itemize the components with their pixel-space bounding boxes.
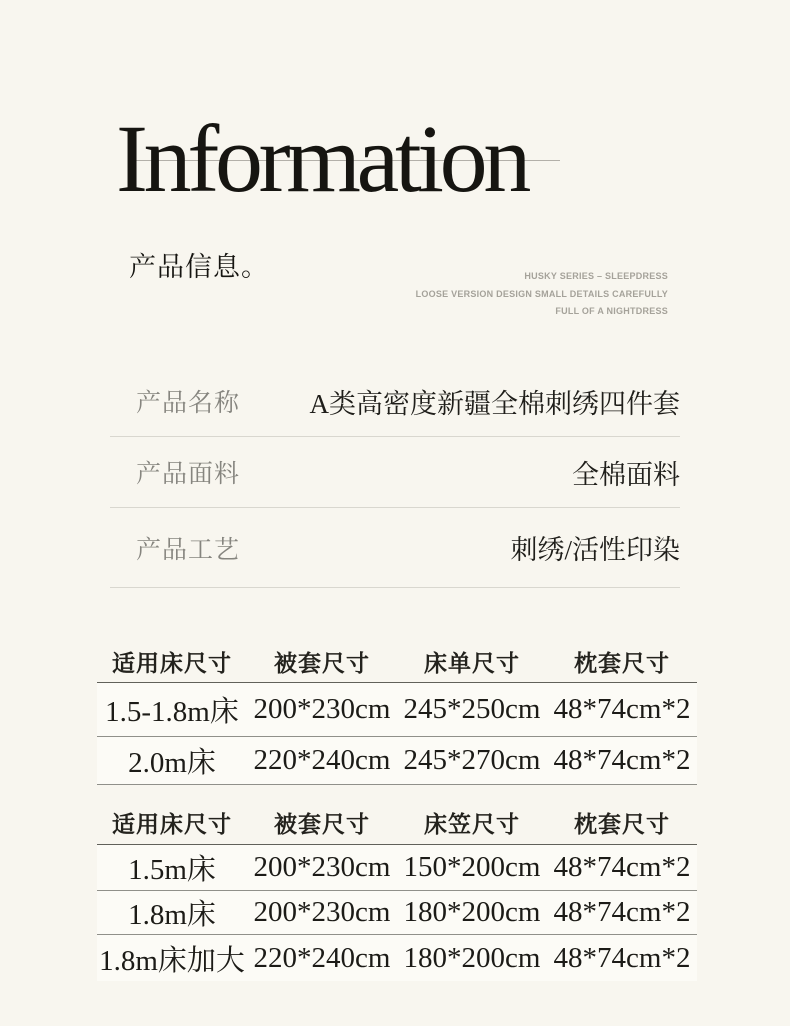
size-table-cell: 200*230cm xyxy=(253,851,391,883)
size-table-cell: 1.8m床 xyxy=(128,899,216,931)
size-table-cell: 1.5-1.8m床 xyxy=(105,696,239,728)
size-table-cell: 200*230cm xyxy=(253,896,391,928)
size-table-header-cell: 适用床尺寸 xyxy=(112,811,232,837)
size-table-cell: 48*74cm*2 xyxy=(553,941,691,974)
size-table-cell: 48*74cm*2 xyxy=(553,851,691,883)
info-label: 产品面料 xyxy=(136,461,241,488)
tagline-line: HUSKY SERIES – SLEEPDRESS xyxy=(524,271,668,281)
size-table-row xyxy=(97,891,697,935)
size-table-header-row xyxy=(97,640,697,683)
size-table-cell: 48*74cm*2 xyxy=(553,693,691,725)
size-table-header-cell: 枕套尺寸 xyxy=(574,811,670,837)
info-row-fabric xyxy=(110,437,680,508)
size-table-cell: 1.5m床 xyxy=(128,854,216,886)
size-table-header-cell: 床单尺寸 xyxy=(424,650,520,676)
page-title: Information xyxy=(116,105,528,212)
size-table-row xyxy=(97,683,697,737)
tagline-line: LOOSE VERSION DESIGN SMALL DETAILS CAREFULLY xyxy=(415,288,668,299)
info-row-product-name xyxy=(110,366,680,437)
size-table-cell: 150*200cm xyxy=(403,851,541,883)
size-table-header-cell: 床笠尺寸 xyxy=(424,811,520,837)
size-table-cell: 220*240cm xyxy=(253,744,391,776)
size-table-cell: 180*200cm xyxy=(403,896,541,928)
size-table-cell: 220*240cm xyxy=(253,941,391,974)
info-value: 全棉面料 xyxy=(572,459,680,490)
size-table-cell: 1.8m床加大 xyxy=(99,944,245,977)
size-table-cell: 2.0m床 xyxy=(128,747,216,779)
size-table-cell: 180*200cm xyxy=(403,941,541,974)
product-info-list xyxy=(110,366,680,588)
tagline xyxy=(416,268,668,321)
size-table-fitted-sheet xyxy=(97,800,697,981)
size-table-header-cell: 枕套尺寸 xyxy=(574,650,670,676)
tagline-line: FULL OF A NIGHTDRESS xyxy=(555,306,668,316)
size-table-row xyxy=(97,737,697,785)
info-label: 产品名称 xyxy=(136,390,241,417)
size-table-cell: 245*250cm xyxy=(403,693,541,725)
size-table-cell: 245*270cm xyxy=(403,744,541,776)
size-table-header-cell: 被套尺寸 xyxy=(274,650,370,676)
size-table-header-row xyxy=(97,800,697,845)
info-label: 产品工艺 xyxy=(136,536,241,564)
size-table-row xyxy=(97,845,697,891)
size-table-header-cell: 适用床尺寸 xyxy=(112,650,232,676)
info-row-craft xyxy=(110,508,680,588)
size-table-cell: 48*74cm*2 xyxy=(553,896,691,928)
size-table-flat-sheet xyxy=(97,640,697,785)
size-table-row xyxy=(97,935,697,981)
size-table-cell: 48*74cm*2 xyxy=(553,744,691,776)
size-table-header-cell: 被套尺寸 xyxy=(274,811,370,837)
info-value: 刺绣/活性印染 xyxy=(510,535,680,565)
info-value: A类高密度新疆全棉刺绣四件套 xyxy=(309,388,680,419)
size-table-cell: 200*230cm xyxy=(253,693,391,725)
page-subtitle: 产品信息。 xyxy=(129,252,269,282)
